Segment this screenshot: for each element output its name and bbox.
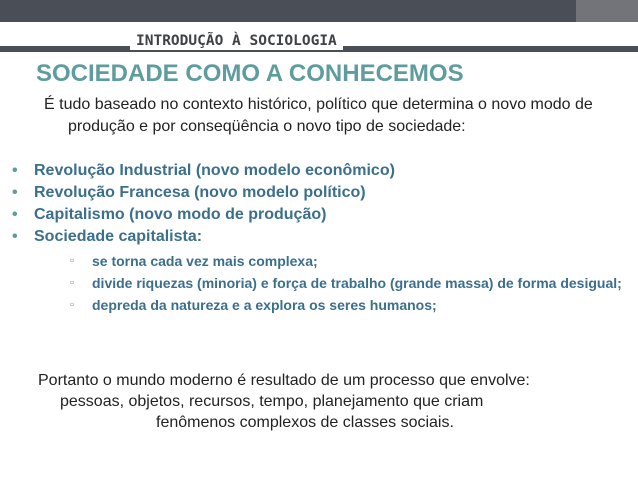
list-item (0, 182, 630, 204)
list-item (0, 160, 630, 182)
bullet-text: Revolução Francesa (novo modelo político) (34, 184, 366, 201)
top-bar-accent (576, 0, 638, 22)
slide-title: SOCIEDADE COMO A CONHECEMOS (36, 60, 464, 87)
conclusion-line: Portanto o mundo moderno é resultado de um processo que envolve: (38, 372, 530, 389)
bullet-icon: • (12, 184, 18, 201)
list-item (0, 226, 630, 315)
sub-list-item (34, 296, 638, 315)
square-bullet-icon: ▫ (70, 277, 74, 289)
bullet-list (0, 160, 630, 318)
sub-bullet-text: depreda da natureza e a explora os seres humanos; (92, 297, 437, 313)
bullet-text: Sociedade capitalista: (34, 228, 203, 245)
conclusion-line: pessoas, objetos, recursos, tempo, planejamento que criam (60, 393, 484, 410)
square-bullet-icon: ▫ (70, 299, 74, 311)
top-bar (0, 0, 638, 22)
bullet-icon: • (12, 228, 18, 245)
bullet-icon: • (12, 206, 18, 223)
conclusion-paragraph (38, 370, 598, 433)
sub-bullet-text: se torna cada vez mais complexa; (92, 253, 318, 269)
bullet-icon: • (12, 162, 18, 179)
sub-bullet-text: divide riquezas (minoria) e força de trabalho (grande massa) de forma desigual; (92, 275, 622, 291)
section-header: INTRODUÇÃO À SOCIOLOGIA (130, 30, 343, 50)
conclusion-line: fenômenos complexos de classes sociais. (156, 414, 454, 431)
sub-bullet-list (34, 252, 630, 315)
square-bullet-icon: ▫ (70, 255, 74, 267)
sub-list-item (34, 274, 638, 293)
list-item (0, 204, 630, 226)
sub-list-item (34, 252, 638, 271)
bullet-text: Capitalismo (novo modo de produção) (34, 206, 327, 223)
bullet-text: Revolução Industrial (novo modelo econômico) (34, 162, 395, 179)
intro-paragraph: É tudo baseado no contexto histórico, político que determina o novo modo de produção e por conseqüência o novo tipo de sociedade: (44, 96, 593, 135)
